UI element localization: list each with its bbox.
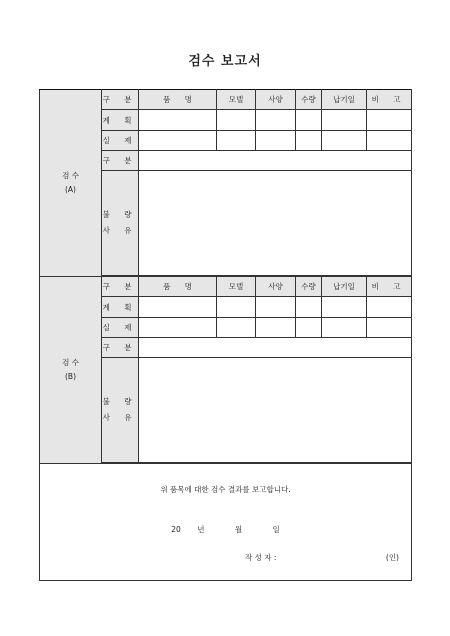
seal-mark: (인) <box>385 553 399 562</box>
inspection-report-table <box>39 89 412 581</box>
defect-reason-area[interactable] <box>139 171 412 276</box>
date-day-unit: 일 <box>272 525 280 534</box>
actual-model-cell-b[interactable] <box>217 318 256 338</box>
page-title: 검수 보고서 <box>188 54 262 69</box>
header-category: 구 분 <box>102 90 139 110</box>
plan-due-date-cell[interactable] <box>322 110 367 131</box>
row-plan-label-b: 계 획 <box>102 297 139 318</box>
section-b-label <box>40 277 102 464</box>
header-remarks: 비 고 <box>367 90 412 110</box>
header-item-name-b: 품 명 <box>139 277 217 297</box>
actual-item-name-cell[interactable] <box>139 131 217 151</box>
header-category-b: 구 분 <box>102 277 139 297</box>
section-b-label-line1: 검 수 <box>62 358 79 367</box>
actual-model-cell[interactable] <box>217 131 256 151</box>
plan-spec-cell-b[interactable] <box>256 297 296 318</box>
plan-model-cell-b[interactable] <box>217 297 256 318</box>
defect-reason-label-b <box>102 358 139 463</box>
date-month-unit: 월 <box>234 525 243 534</box>
actual-due-date-cell[interactable] <box>322 131 367 151</box>
report-date <box>40 524 411 535</box>
report-statement: 위 품목에 대한 검수 결과를 보고합니다. <box>160 485 291 494</box>
author-label: 작 성 자 : <box>245 553 277 562</box>
plan-quantity-cell[interactable] <box>296 110 322 131</box>
header-quantity: 수량 <box>296 90 322 110</box>
actual-spec-cell[interactable] <box>256 131 296 151</box>
header-spec: 사양 <box>256 90 296 110</box>
actual-remarks-cell-b[interactable] <box>367 318 412 338</box>
header-model-b: 모델 <box>217 277 256 297</box>
header-item-name: 품 명 <box>139 90 217 110</box>
row-actual-label-b: 실 제 <box>102 318 139 338</box>
header-spec-b: 사양 <box>256 277 296 297</box>
defect-reason-label <box>102 171 139 276</box>
section-b-label-line2: (B) <box>65 372 76 381</box>
plan-item-name-cell[interactable] <box>139 110 217 131</box>
header-quantity-b: 수량 <box>296 277 322 297</box>
actual-remarks-cell[interactable] <box>367 131 412 151</box>
actual-spec-cell-b[interactable] <box>256 318 296 338</box>
date-year-unit: 년 <box>197 525 205 534</box>
plan-spec-cell[interactable] <box>256 110 296 131</box>
actual-quantity-cell-b[interactable] <box>296 318 322 338</box>
plan-due-date-cell-b[interactable] <box>322 297 367 318</box>
footer-cell <box>40 464 412 581</box>
plan-quantity-cell-b[interactable] <box>296 297 322 318</box>
actual-due-date-cell-b[interactable] <box>322 318 367 338</box>
defect-reason-area-b[interactable] <box>139 358 412 463</box>
row-plan-label: 계 획 <box>102 110 139 131</box>
row-category-label-b: 구 분 <box>102 338 139 358</box>
row-category-label: 구 분 <box>102 151 139 171</box>
category-value-cell-b[interactable] <box>139 338 412 358</box>
row-actual-label: 실 제 <box>102 131 139 151</box>
header-due-date-b: 납기일 <box>322 277 367 297</box>
header-remarks-b: 비 고 <box>367 277 412 297</box>
category-value-cell[interactable] <box>139 151 412 171</box>
plan-remarks-cell-b[interactable] <box>367 297 412 318</box>
section-a-label-line1: 검 수 <box>62 171 79 180</box>
date-year: 20 <box>171 525 181 534</box>
defect-reason-label-line1: 불 량 <box>102 210 138 219</box>
actual-item-name-cell-b[interactable] <box>139 318 217 338</box>
header-due-date: 납기일 <box>322 90 367 110</box>
section-a-label-line2: (A) <box>65 185 76 194</box>
section-a-label <box>40 90 102 277</box>
actual-quantity-cell[interactable] <box>296 131 322 151</box>
plan-item-name-cell-b[interactable] <box>139 297 217 318</box>
defect-reason-label-b-line1: 불 량 <box>102 397 138 406</box>
header-model: 모델 <box>217 90 256 110</box>
plan-remarks-cell[interactable] <box>367 110 412 131</box>
plan-model-cell[interactable] <box>217 110 256 131</box>
defect-reason-label-b-line2: 사 유 <box>102 413 138 422</box>
defect-reason-label-line2: 사 유 <box>102 226 138 235</box>
